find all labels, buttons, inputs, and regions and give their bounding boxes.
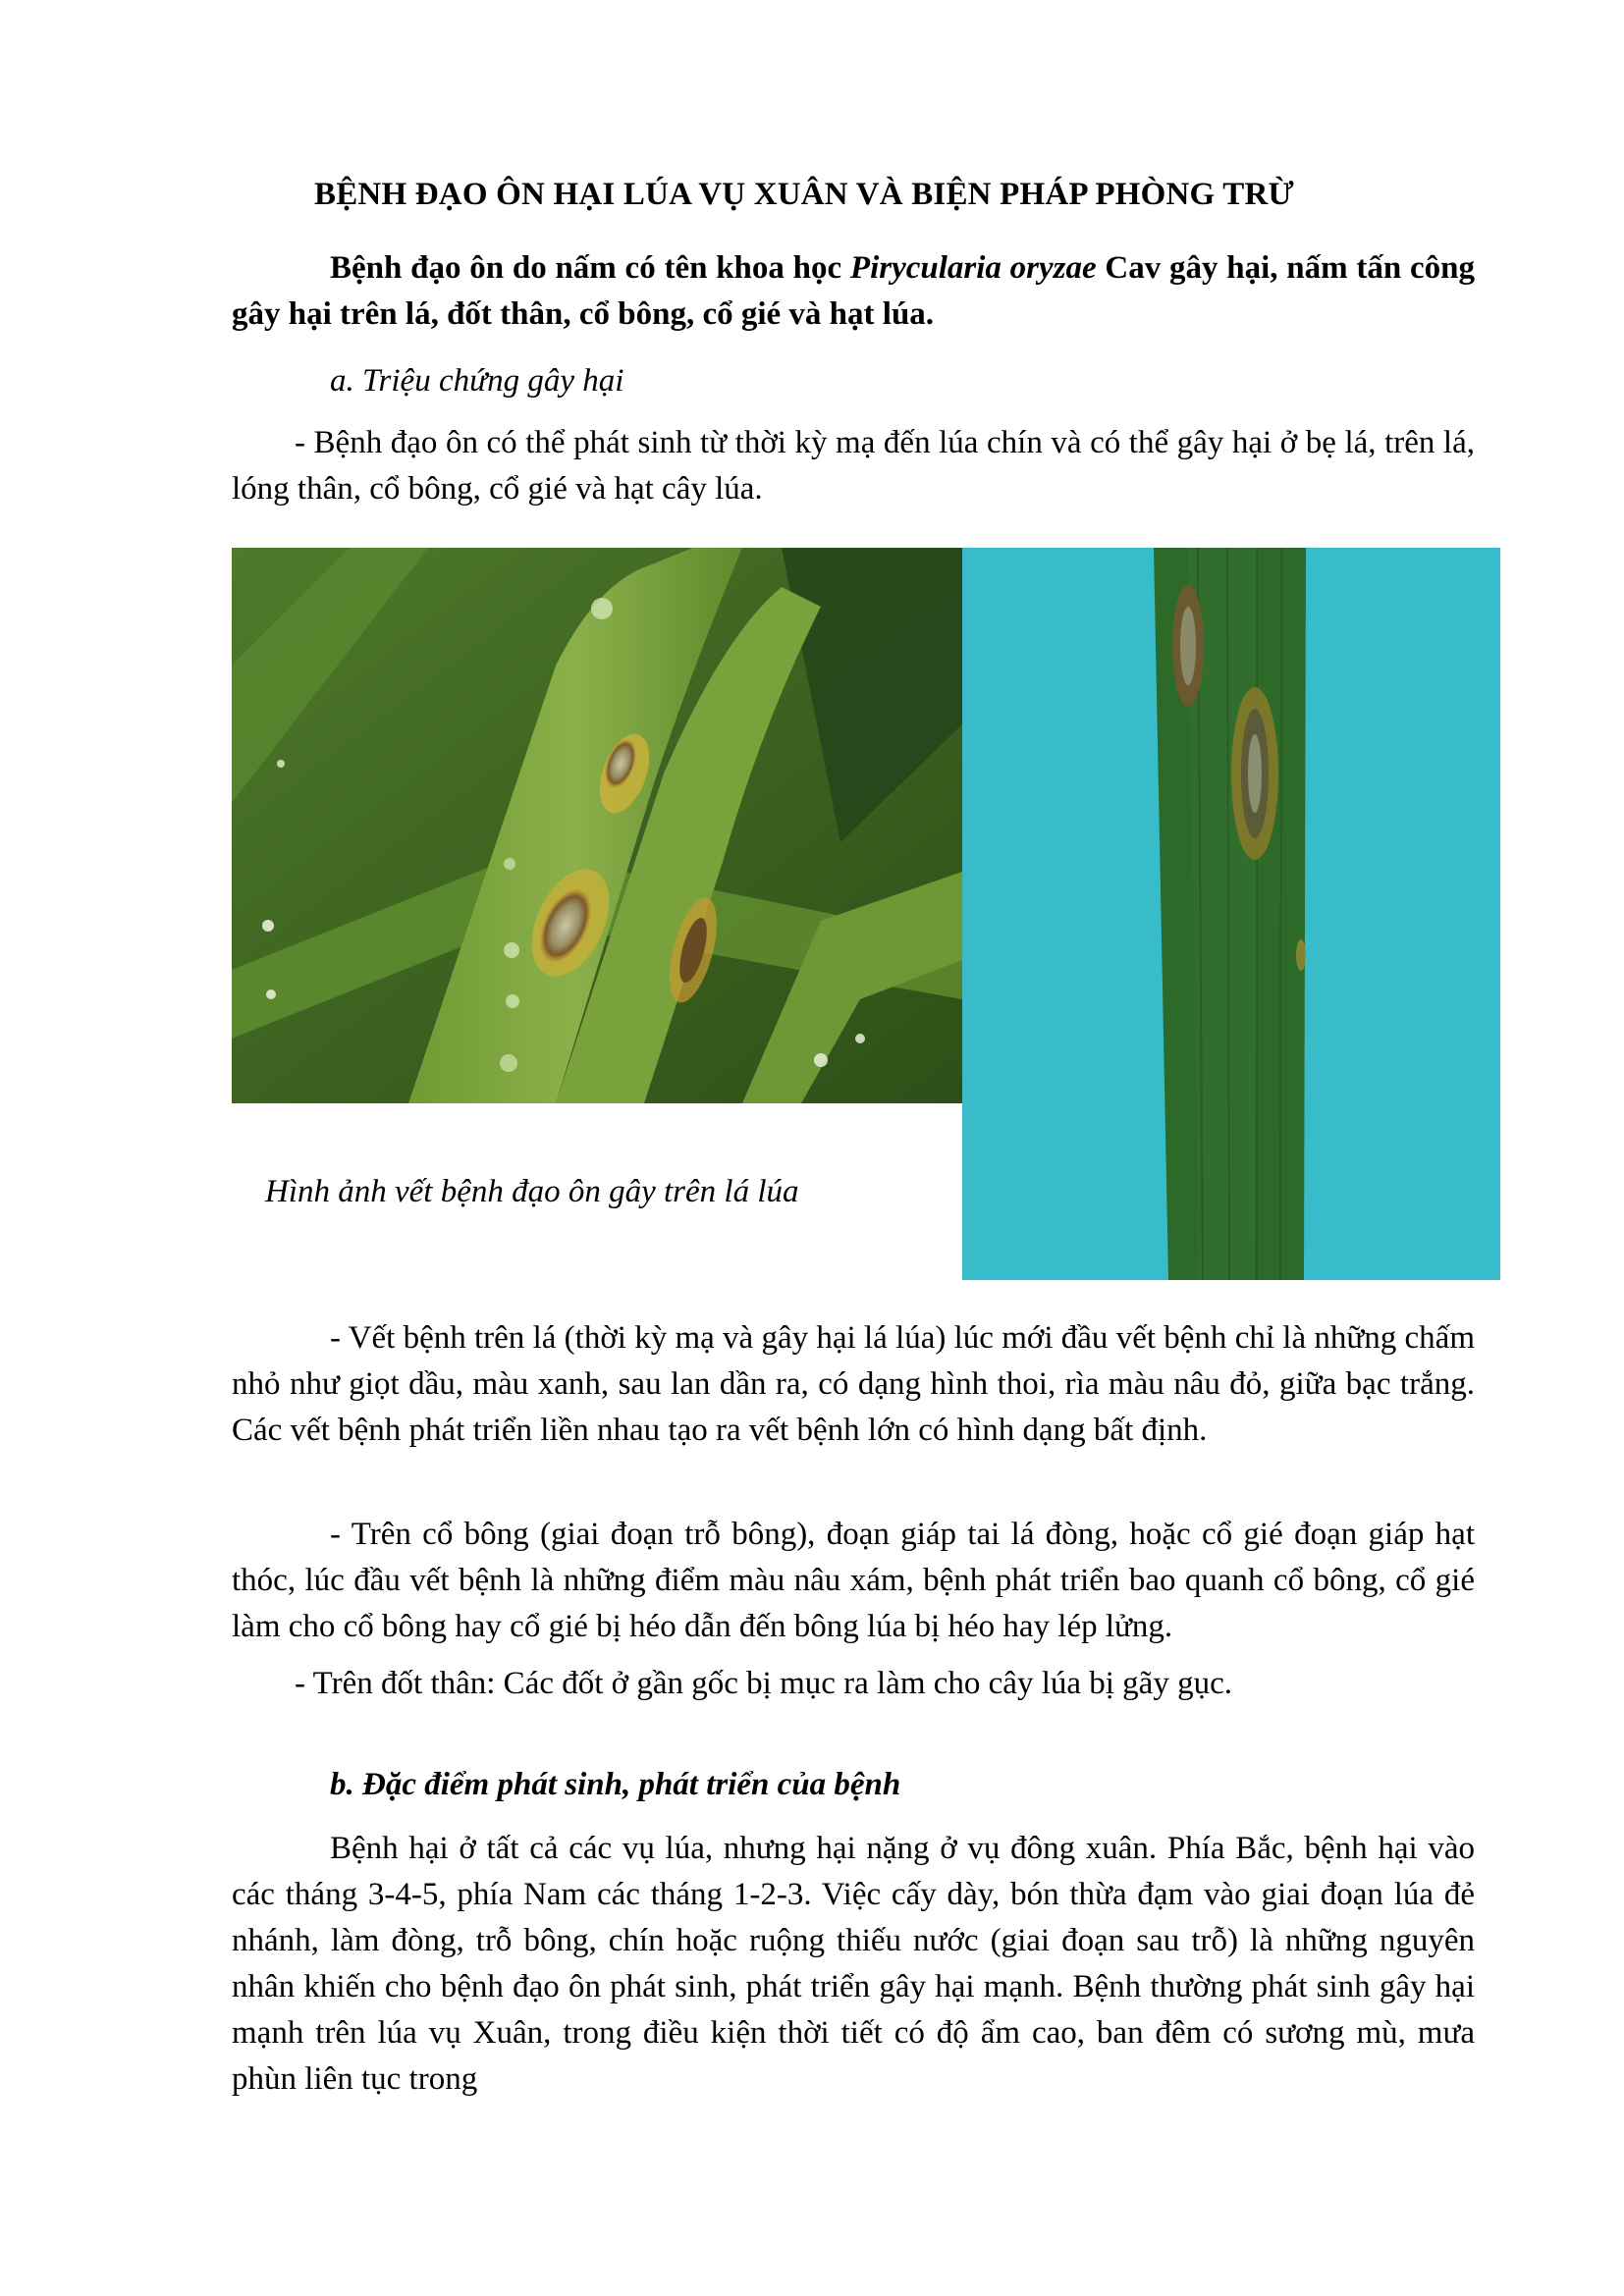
- section-a-paragraph-3: - Trên cổ bông (giai đoạn trỗ bông), đoạn giáp tai lá đòng, hoặc cổ gié đoạn giáp hạt thóc, lúc đầu vết bệnh là những điểm màu nâu xám, bệnh phát triển bao quanh cổ bông, cổ gié làm cho cổ bông hay cổ gié bị héo dẫn đến bông lúa bị héo hay lép lửng.: [232, 1517, 1475, 1644]
- scientific-name: Pirycularia oryzae: [849, 250, 1097, 286]
- intro-paragraph: [232, 245, 1475, 338]
- figure-caption: Hình ảnh vết bệnh đạo ôn gây trên lá lúa: [265, 1174, 799, 1209]
- section-a-heading: a. Triệu chứng gây hại: [330, 363, 624, 399]
- intro-text-after: Cav gây hại, nấm tấn công gây hại trên lá, đốt thân, cổ bông, cổ gié và hạt lúa.: [232, 250, 1475, 332]
- section-a-paragraph-1: - Bệnh đạo ôn có thể phát sinh từ thời kỳ mạ đến lúa chín và có thể gây hại ở bẹ lá, trên lá, lóng thân, cổ bông, cổ gié và hạt cây lúa.: [232, 425, 1475, 507]
- rice-leaves-photo: [232, 548, 962, 1103]
- section-a-paragraph-2: - Vết bệnh trên lá (thời kỳ mạ và gây hại lá lúa) lúc mới đầu vết bệnh chỉ là những chấm nhỏ như giọt dầu, màu xanh, sau lan dần ra, có dạng hình thoi, rìa màu nâu đỏ, giữa bạc trắng. Các vết bệnh phát triển liền nhau tạo ra vết bệnh lớn có hình dạng bất định.: [232, 1320, 1475, 1448]
- single-leaf-photo: [962, 548, 1500, 1280]
- section-a-paragraph-4: - Trên đốt thân: Các đốt ở gần gốc bị mục ra làm cho cây lúa bị gãy gục.: [295, 1666, 1232, 1701]
- intro-text-before: Bệnh đạo ôn do nấm có tên khoa học: [330, 250, 850, 286]
- document-title: BỆNH ĐẠO ÔN HẠI LÚA VỤ XUÂN VÀ BIỆN PHÁP PHÒNG TRỪ: [314, 177, 1294, 212]
- section-b-heading: b. Đặc điểm phát sinh, phát triển của bệnh: [330, 1767, 901, 1802]
- section-b-paragraph-1: Bệnh hại ở tất cả các vụ lúa, nhưng hại nặng ở vụ đông xuân. Phía Bắc, bệnh hại vào các tháng 3-4-5, phía Nam các tháng 1-2-3. Việc cấy dày, bón thừa đạm vào giai đoạn lúa đẻ nhánh, làm đòng, trỗ bông, chín hoặc ruộng thiếu nước (giai đoạn sau trỗ) là những nguyên nhân khiến cho bệnh đạo ôn phát sinh, phát triển gây hại mạnh. Bệnh thường phát sinh gây hại mạnh trên lúa vụ Xuân, trong điều kiện thời tiết có độ ẩm cao, ban đêm có sương mù, mưa phùn liên tục trong: [232, 1831, 1475, 2097]
